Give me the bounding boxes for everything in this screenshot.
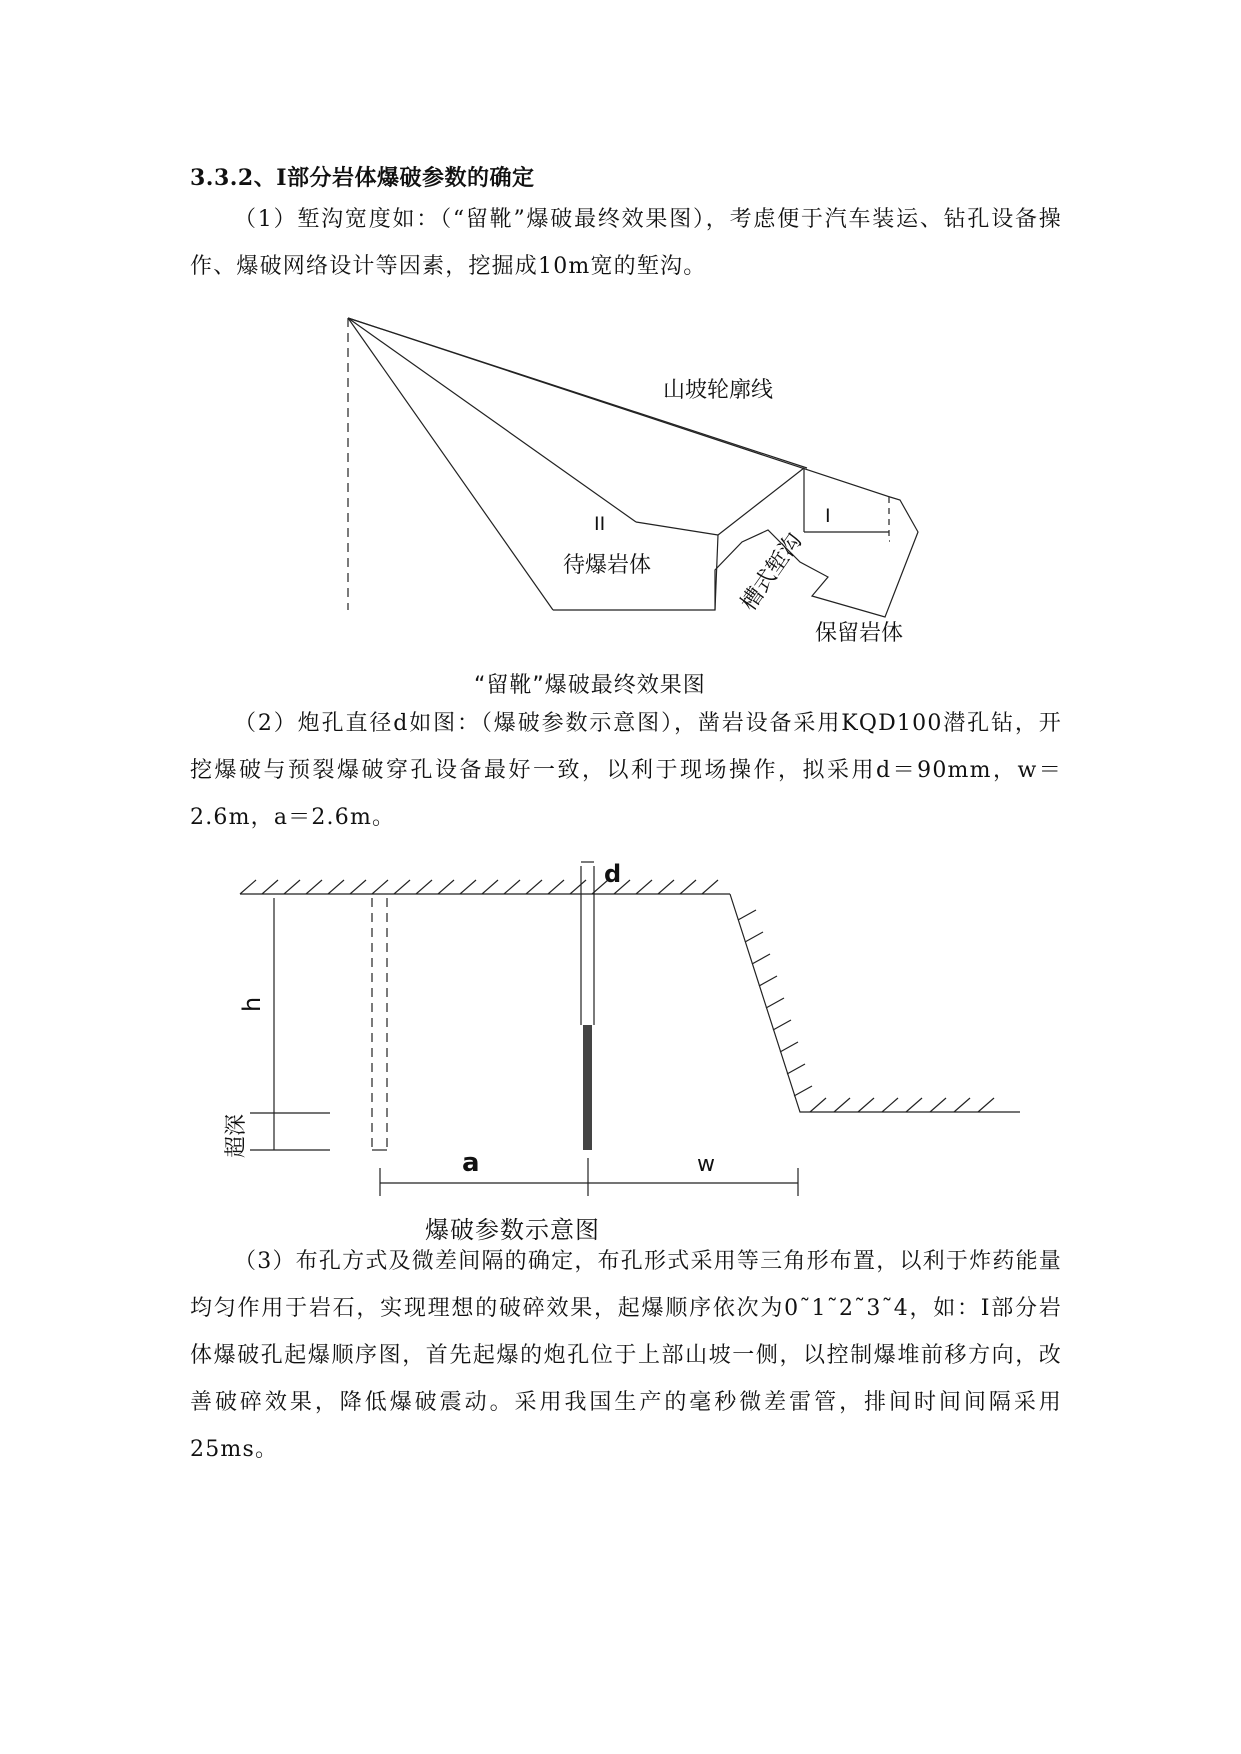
slope-hatch — [738, 910, 994, 1112]
inner-left-line — [348, 318, 636, 522]
figure-1-caption: “留靴”爆破最终效果图 — [474, 673, 706, 698]
overdrill-label: 超深 — [224, 1113, 249, 1158]
slope-face-line — [730, 894, 1020, 1112]
paragraph-1: （1）堑沟宽度如：（“留靴”爆破最终效果图），考虑便于汽车装运、钻孔设备操作、爆破网络设计等因素，挖掘成10m宽的堑沟。 — [190, 207, 1062, 279]
h-label: h — [238, 996, 266, 1012]
figure-2-caption: 爆破参数示意图 — [425, 1216, 600, 1244]
section-heading: 3.3.2、I部分岩体爆破参数的确定 — [190, 165, 535, 191]
zone-ii-label: II — [594, 513, 606, 535]
zone-ii-top-line — [636, 522, 718, 535]
figure-2-diagram — [240, 862, 1020, 1196]
trench-left-line — [718, 468, 804, 535]
d-label: d — [604, 860, 622, 888]
trench-label: 槽式堑沟 — [736, 529, 808, 616]
outer-left-line — [348, 318, 553, 610]
paragraph-2: （2）炮孔直径d如图：（爆破参数示意图），凿岩设备采用KQD100潜孔钻，开挖爆破与预裂爆破穿孔设备最好一致，以利于现场操作，拟采用d＝90mm，w＝2.6m，a＝2.6m。 — [190, 711, 1062, 830]
to-blast-rock-label: 待爆岩体 — [563, 553, 652, 578]
a-label: a — [462, 1148, 480, 1178]
paragraph-3: （3）布孔方式及微差间隔的确定，布孔形式采用等三角形布置，以利于炸药能量均匀作用于岩石，实现理想的破碎效果，起爆顺序依次为0˜1˜2˜3˜4，如：I部分岩体爆破孔起爆顺序图，首先起爆的炮孔位于上部山坡一侧，以控制爆堆前移方向，改善破碎效果，降低爆破震动。采用我国生产的毫秒微差雷管，排间时间间隔采用25ms。 — [190, 1249, 1062, 1462]
zone-i-label: I — [825, 505, 831, 527]
retained-rock-label: 保留岩体 — [815, 621, 904, 646]
w-label: w — [697, 1152, 715, 1177]
ground-hatch-top — [240, 880, 718, 894]
slope-outline-label: 山坡轮廓线 — [663, 378, 774, 403]
explosive-charge — [583, 1025, 592, 1150]
top-right-line — [348, 318, 890, 497]
